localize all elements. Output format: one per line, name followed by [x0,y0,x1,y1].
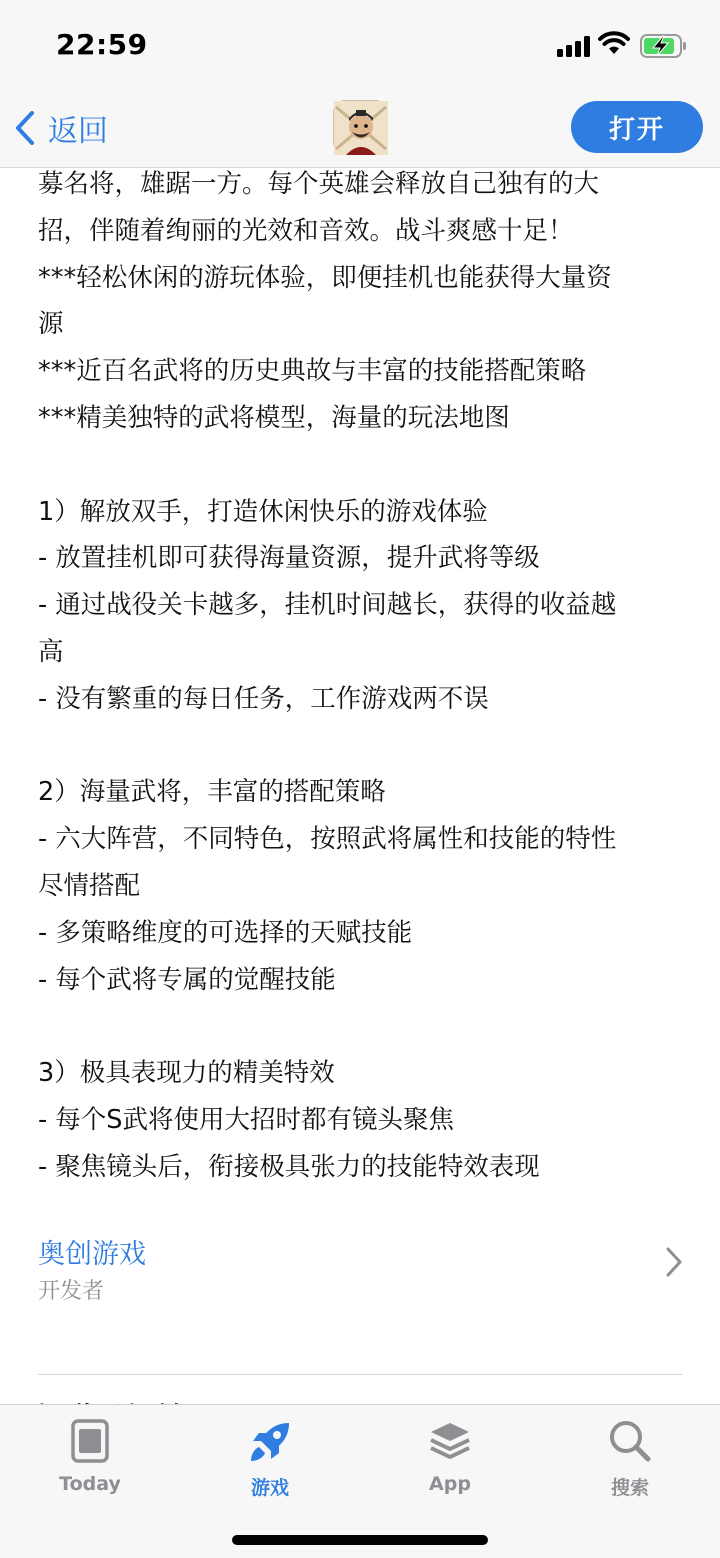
description-line: - 通过战役关卡越多，挂机时间越长，获得的收益越 [38,590,617,621]
description-line: - 每个S武将使用大招时都有镜头聚焦 [38,1104,454,1135]
description-blank-line [38,1003,688,1050]
tab-search[interactable] [540,1419,720,1499]
description-line: - 聚焦镜头后，衔接极具张力的技能特效表现 [38,1151,540,1182]
description-line: - 没有繁重的每日任务，工作游戏两不误 [38,683,489,714]
chevron-left-icon [14,110,36,146]
rocket-icon [247,1419,293,1465]
section-divider [38,1374,683,1375]
tab-today-label: Today [59,1473,121,1495]
description-line: ***精美独特的武将模型，海量的玩法地图 [38,402,510,433]
developer-name: 奥创游戏 [38,1239,146,1270]
chevron-right-icon [665,1246,683,1278]
tab-today[interactable] [0,1419,180,1499]
description-blank-line [38,442,688,489]
description-line: - 六大阵营，不同特色，按照武将属性和技能的特性 [38,824,617,855]
developer-row[interactable] [38,1232,683,1312]
app-description [38,161,688,1191]
description-line: ***近百名武将的历史典故与丰富的技能搭配策略 [38,356,587,387]
status-time: 22:59 [56,28,148,61]
description-line: - 放置挂机即可获得海量资源，提升武将等级 [38,543,540,574]
developer-label: 开发者 [38,1279,105,1304]
status-bar [0,0,720,92]
tab-games[interactable] [180,1419,360,1499]
back-label: 返回 [48,114,108,149]
description-line: 3）极具表现力的精美特效 [38,1058,335,1089]
description-line: 2）海量武将，丰富的搭配策略 [38,777,386,808]
tab-apps[interactable] [360,1419,540,1499]
navigation-bar [0,92,720,168]
description-line: 源 [38,309,64,340]
app-stack-icon [428,1419,472,1463]
description-line: 高 [38,636,64,667]
description-line: ***轻松休闲的游玩体验，即便挂机也能获得大量资 [38,262,612,293]
description-line: 1）解放双手，打造休闲快乐的游戏体验 [38,496,488,527]
open-button[interactable]: 打开 [571,101,703,153]
tab-apps-label: App [429,1473,471,1495]
back-button[interactable] [14,108,108,148]
cellular-signal-icon [557,35,591,57]
app-detail-content [0,169,720,1404]
search-icon [608,1419,652,1463]
description-line: 尽情搭配 [38,870,141,901]
app-icon [333,100,387,154]
today-icon [70,1419,110,1463]
description-blank-line [38,723,688,770]
description-line: - 多策略维度的可选择的天赋技能 [38,917,413,948]
description-line: 招，伴随着绚丽的光效和音效。战斗爽感十足！ [38,215,574,246]
home-indicator[interactable] [232,1535,488,1545]
description-line: 募名将，雄踞一方。每个英雄会释放自己独有的大 [38,169,600,199]
battery-charging-icon [640,34,688,58]
tab-search-label: 搜索 [610,1477,649,1499]
description-line: - 每个武将专属的觉醒技能 [38,964,336,995]
tab-bar [0,1404,720,1558]
wifi-icon [598,32,630,56]
tab-games-label: 游戏 [250,1477,289,1499]
